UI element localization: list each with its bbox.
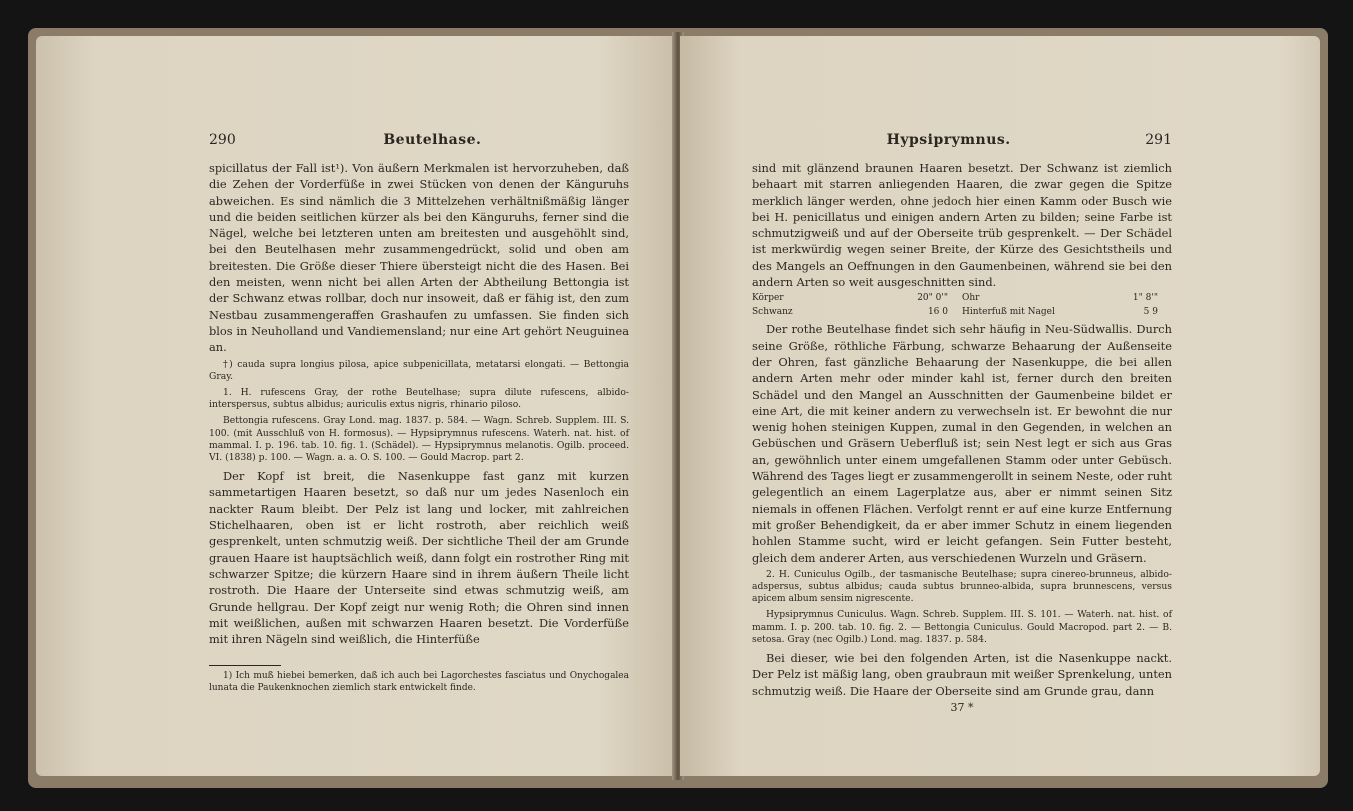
body-paragraph: Der Kopf ist breit, die Nasenkuppe fast ganz mit kurzen sammetartigen Haaren besetzt, so daß nur um jedes Nasenloch ein nackter Raum bleibt. Der Pelz ist lang und locker, mit zahlreichen Stichelhaaren, oben ist er licht rostroth, aber reichlich weiß gesprenkelt, unten schmutzig weiß. Der sichtliche Theil der am Grunde grauen Haare ist hauptsächlich weiß, dann folgt ein rostrother Ring mit schwarzer Spitze; die kürzern Haare sind in ihrem äußern Theile licht rostroth. Die Haare der Unterseite sind etwas schmutzig weiß, am Grunde hellgrau. Der Kopf zeigt nur wenig Roth; die Ohren sind innen mit weißlichen, außen mit schwarzen Haaren besetzt. Die Vorderfüße mit ihren Nägeln sind weißlich, die Hinterfüße <box>209 469 629 647</box>
measurement-row <box>962 307 1172 318</box>
synonymy-citation: Bettongia rufescens. Gray Lond. mag. 1837. p. 584. — Wagn. Schreb. Supplem. III. S. 100. (mit Ausschluß von H. formosus). — Hypsiprymnus rufescens. Waterh. nat. hist. of mammal. I. p. 196. tab. 10. fig. 1. (Schädel). — Hypsiprymnus melanotis. Ogilb. proceed. VI. (1838) p. 100. — Wagn. a. a. O. S. 100. — Gould Macrop. part 2. <box>209 415 629 463</box>
synonymy-citation: Hypsiprymnus Cuniculus. Wagn. Schreb. Supplem. III. S. 101. — Waterh. nat. hist. of mamm. I. p. 200. tab. 10. fig. 2. — Bettongia Cuniculus. Gould Macropod. part 2. — B. setosa. Gray (nec Ogilb.) Lond. mag. 1837. p. 584. <box>752 609 1172 645</box>
measurement-label: Ohr <box>962 293 980 304</box>
body-paragraph: Der rothe Beutelhase findet sich sehr häufig in Neu-Südwallis. Durch seine Größe, röthliche Färbung, schwarze Behaarung der Außenseite der Ohren, fast gänzliche Behaarung der Nasenkuppe, die bei allen andern Arten mehr oder minder kahl ist, ferner durch den breiten Schädel und den Mangel an Ausschnitten der Gaumenbeine bildet er eine Art, die mit keiner andern zu verwechseln ist. Er bewohnt die nur wenig hohen steinigen Kuppen, zumal in den Gegenden, in welchen an Gebüschen und Gräsern Ueberfluß ist; sein Nest legt er sich aus Gras an, gewöhnlich unter einem umgefallenen Stamm oder unter Gebüsch. Während des Tages liegt er zusammengerollt in seinem Neste, oder ruht gelegentlich an einem Lagerplatze aus, aber er nimmt seinen Sitz niemals in offenen Flächen. Verfolgt rennt er auf eine kurze Entfernung mit großer Behendigkeit, da er aber immer Schutz in einem liegenden hohlen Stamme sucht, wird er leicht gefangen. Sein Futter besteht, gleich dem anderer Arten, aus verschiedenen Wurzeln und Gräsern. <box>752 322 1172 565</box>
body-paragraph: spicillatus der Fall ist¹). Von äußern Merkmalen ist hervorzuheben, daß die Zehen der Vorderfüße in zwei Stücken von denen der Känguruhs abweichen. Es sind nämlich die 3 Mittelzehen verhältnißmäßig länger und die beiden seitlichen kürzer als bei den Känguruhs, ferner sind die Nägel, welche bei letzteren unten am breitesten und ausgehöhlt sind, bei den Beutelhasen mehr zusammengedrückt, solid und oben am breitesten. Die Größe dieser Thiere übersteigt nicht die des Hasen. Bei den meisten, wenn nicht bei allen Arten der Abtheilung Bettongia ist der Schwanz etwas rollbar, doch nur insoweit, daß er fähig ist, den zum Nestbau zusammengeraffen Grashaufen zu umfassen. Sie finden sich blos in Neuholland und Vandiemensland; nur eine Art gehört Neuguinea an. <box>209 161 629 355</box>
left-running-head <box>209 132 629 148</box>
measurement-value: 16 0 <box>927 307 948 318</box>
right-page <box>680 36 1320 776</box>
open-book <box>28 22 1328 792</box>
right-running-head <box>752 132 1172 148</box>
body-paragraph: Bei dieser, wie bei den folgenden Arten, ist die Nasenkuppe nackt. Der Pelz ist mäßig lang, oben graubraun mit weißer Sprenkelung, unten schmutzig weiß. Die Haare der Oberseite sind am Grunde grau, dann <box>752 651 1172 698</box>
running-head-title: Beutelhase. <box>383 132 482 148</box>
measurement-row <box>752 307 962 318</box>
measurement-value: 5 9 <box>1143 307 1158 318</box>
measurement-label: Schwanz <box>752 307 793 318</box>
printer-signature: 37 * <box>950 700 974 714</box>
page-number: 290 <box>209 132 236 148</box>
measurement-row <box>752 293 962 304</box>
species-heading: 1. H. rufescens Gray, der rothe Beutelhase; supra dilute rufescens, albido-interspersus, subtus albidus; auriculis extus nigris, rhinario piloso. <box>209 386 629 411</box>
left-page-content <box>209 132 629 694</box>
footnote-rule <box>209 665 281 666</box>
measurement-row <box>962 293 1172 304</box>
body-paragraph: sind mit glänzend braunen Haaren besetzt. Der Schwanz ist ziemlich behaart mit starren anliegenden Haaren, die zwar gegen die Spitze merklich länger werden, ohne jedoch hier einen Kamm oder Busch wie bei H. penicillatus und einigen andern Arten zu bilden; seine Farbe ist schmutzigweiß und auf der Oberseite trüb gesprenkelt. — Der Schädel ist merkwürdig wegen seiner Breite, der Kürze des Gesichtstheils und des Mangels an Oeffnungen in den Gaumenbeinen, während sie bei den andern Arten so weit ausgeschnitten sind. <box>752 161 1172 290</box>
right-page-content <box>752 132 1172 714</box>
measurements-table <box>752 307 1172 318</box>
left-page <box>36 36 676 776</box>
page-number: 291 <box>1145 132 1172 148</box>
measurements-table <box>752 293 1172 304</box>
measurement-value: 20" 0'" <box>917 293 948 304</box>
species-group-note: †) cauda supra longius pilosa, apice subpenicillata, metatarsi elongati. — Bettongia Gray. <box>209 358 629 382</box>
measurement-value: 1" 8'" <box>1132 293 1158 304</box>
measurement-label: Körper <box>752 293 784 304</box>
running-head-title: Hypsiprymnus. <box>886 132 1011 148</box>
measurement-label: Hinterfuß mit Nagel <box>962 307 1055 318</box>
footnote: 1) Ich muß hiebei bemerken, daß ich auch bei Lagorchestes fasciatus und Onychogalea lunata die Paukenknochen ziemlich stark entwickelt finde. <box>209 671 629 694</box>
species-heading: 2. H. Cuniculus Ogilb., der tasmanische Beutelhase; supra cinereo-brunneus, albido-adspersus, subtus albidus; cauda subtus brunneo-albida, supra brunnescens, versus apicem album sensim nigrescente. <box>752 568 1172 605</box>
